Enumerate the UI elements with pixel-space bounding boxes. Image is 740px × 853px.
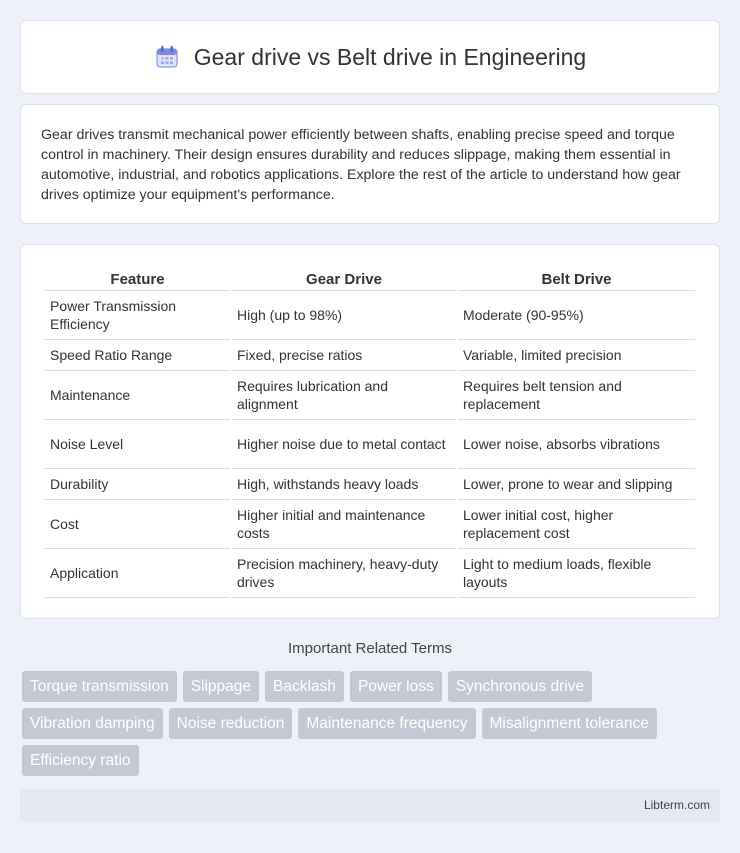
- tag-vibration-damping[interactable]: Vibration damping: [22, 708, 163, 739]
- table-cell: Requires belt tension and replacement: [458, 371, 695, 420]
- related-terms-list: [22, 671, 722, 776]
- table-cell: Speed Ratio Range: [45, 340, 230, 371]
- intro-text: Gear drives transmit mechanical power efficiently between shafts, enabling precise speed and torque control in machinery. Their design ensures durability and reduces slippage, making them essential in automotive, industrial, and robotics applications. Explore the rest of the article to understand how gear drives optimize your equipment's performance.: [41, 127, 681, 203]
- table-cell: Power Transmission Efficiency: [45, 291, 230, 340]
- table-cell: Durability: [45, 469, 230, 500]
- footer: [20, 789, 720, 822]
- tag-noise-reduction[interactable]: Noise reduction: [169, 708, 293, 739]
- table-cell: Moderate (90-95%): [458, 291, 695, 340]
- tag-power-loss[interactable]: Power loss: [350, 671, 442, 702]
- table-row: [45, 340, 695, 371]
- table-cell: Maintenance: [45, 371, 230, 420]
- tag-torque-transmission[interactable]: Torque transmission: [22, 671, 177, 702]
- tag-misalignment-tolerance[interactable]: Misalignment tolerance: [482, 708, 657, 739]
- table-cell: Noise Level: [45, 420, 230, 469]
- calendar-icon: [154, 44, 180, 70]
- tag-synchronous-drive[interactable]: Synchronous drive: [448, 671, 592, 702]
- table-row: [45, 500, 695, 549]
- intro-card: [20, 104, 720, 224]
- table-row: [45, 469, 695, 500]
- column-header-gear-drive: Gear Drive: [232, 265, 456, 291]
- column-header-feature: Feature: [45, 265, 230, 291]
- table-header-row: [45, 265, 695, 291]
- tag-slippage[interactable]: Slippage: [183, 671, 259, 702]
- table-cell: Variable, limited precision: [458, 340, 695, 371]
- table-cell: Higher initial and maintenance costs: [232, 500, 456, 549]
- table-row: [45, 420, 695, 469]
- table-cell: Cost: [45, 500, 230, 549]
- column-header-belt-drive: Belt Drive: [458, 265, 695, 291]
- tag-efficiency-ratio[interactable]: Efficiency ratio: [22, 745, 139, 776]
- table-cell: Fixed, precise ratios: [232, 340, 456, 371]
- table-row: [45, 291, 695, 340]
- table-cell: Lower initial cost, higher replacement cost: [458, 500, 695, 549]
- tag-maintenance-frequency[interactable]: Maintenance frequency: [298, 708, 475, 739]
- table-cell: Application: [45, 549, 230, 598]
- table-cell: Light to medium loads, flexible layouts: [458, 549, 695, 598]
- table-cell: High (up to 98%): [232, 291, 456, 340]
- tag-backlash[interactable]: Backlash: [265, 671, 344, 702]
- related-terms-heading: Important Related Terms: [288, 640, 452, 657]
- comparison-table-card: [20, 244, 720, 619]
- title-card: [20, 20, 720, 94]
- table-cell: Lower, prone to wear and slipping: [458, 469, 695, 500]
- page-title: Gear drive vs Belt drive in Engineering: [193, 43, 587, 70]
- footer-site-link[interactable]: Libterm.com: [643, 798, 710, 812]
- table-row: [45, 371, 695, 420]
- table-cell: Precision machinery, heavy-duty drives: [232, 549, 456, 598]
- table-cell: Requires lubrication and alignment: [232, 371, 456, 420]
- table-cell: Higher noise due to metal contact: [232, 420, 456, 469]
- table-cell: Lower noise, absorbs vibrations: [458, 420, 695, 469]
- table-row: [45, 549, 695, 598]
- comparison-table: [43, 265, 697, 598]
- table-cell: High, withstands heavy loads: [232, 469, 456, 500]
